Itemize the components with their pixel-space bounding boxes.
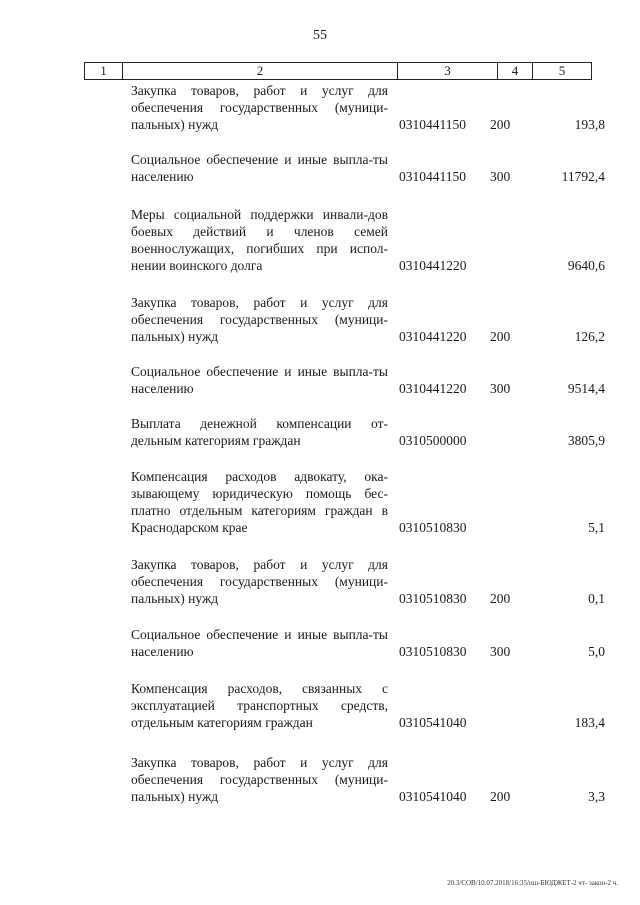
row-description: Выплата денежной компенсации от-дельным категориям граждан <box>131 416 388 448</box>
row-code: 0310441150 <box>399 117 466 132</box>
row-amount: 3805,9 <box>567 433 605 448</box>
row-type: 300 <box>490 169 511 184</box>
row-amount: 11792,4 <box>561 169 605 184</box>
row-amount: 9640,6 <box>567 258 605 273</box>
header-col-2: 2 <box>122 63 397 79</box>
row-amount: 5,1 <box>588 520 605 535</box>
row-code: 0310441220 <box>399 329 467 344</box>
row-description: Социальное обеспечение и иные выпла-ты населению <box>131 152 388 184</box>
row-description: Социальное обеспечение и иные выпла-ты населению <box>131 627 388 659</box>
row-description: Компенсация расходов, связанных с эксплуатацией транспортных средств, отдельным категориям граждан <box>131 681 388 730</box>
row-type: 200 <box>490 789 511 804</box>
row-type: 300 <box>490 381 511 396</box>
row-description: Социальное обеспечение и иные выпла-ты населению <box>131 364 388 396</box>
header-col-1: 1 <box>84 63 122 79</box>
row-code: 0310441220 <box>399 381 467 396</box>
row-code: 0310441150 <box>399 169 466 184</box>
row-amount: 193,8 <box>574 117 605 132</box>
row-amount: 183,4 <box>574 715 605 730</box>
row-code: 0310541040 <box>399 789 467 804</box>
header-col-4: 4 <box>497 63 532 79</box>
row-description: Закупка товаров, работ и услуг для обеспечения государственных (муници-пальных) нужд <box>131 83 388 132</box>
row-amount: 126,2 <box>574 329 605 344</box>
row-code: 0310500000 <box>399 433 467 448</box>
row-code: 0310510830 <box>399 591 467 606</box>
row-description: Закупка товаров, работ и услуг для обеспечения государственных (муници-пальных) нужд <box>131 295 388 344</box>
row-description: Компенсация расходов адвокату, ока-зывающему юридическую помощь бес-платно отдельным категориям граждан в Краснодарском крае <box>131 469 388 535</box>
row-description: Закупка товаров, работ и услуг для обеспечения государственных (муници-пальных) нужд <box>131 755 388 804</box>
page-number: 55 <box>313 28 327 43</box>
row-amount: 9514,4 <box>567 381 605 396</box>
header-col-3: 3 <box>397 63 497 79</box>
row-type: 200 <box>490 591 511 606</box>
footer-code: 20.3/COB/10.07.2018/16:35/нш-БЮДЖЕТ-2 чт- закон-2 ч. <box>447 879 618 887</box>
row-type: 200 <box>490 117 511 132</box>
header-col-5: 5 <box>532 63 592 79</box>
row-code: 0310510830 <box>399 520 467 535</box>
row-amount: 5,0 <box>588 644 605 659</box>
row-type: 200 <box>490 329 511 344</box>
row-code: 0310541040 <box>399 715 467 730</box>
row-amount: 0,1 <box>588 591 605 606</box>
row-description: Меры социальной поддержки инвали-дов боевых действий и членов семей военнослужащих, погибших при испол-нении воинского долга <box>131 207 388 273</box>
row-type: 300 <box>490 644 511 659</box>
row-description: Закупка товаров, работ и услуг для обеспечения государственных (муници-пальных) нужд <box>131 557 388 606</box>
row-amount: 3,3 <box>588 789 605 804</box>
row-code: 0310510830 <box>399 644 467 659</box>
row-code: 0310441220 <box>399 258 467 273</box>
